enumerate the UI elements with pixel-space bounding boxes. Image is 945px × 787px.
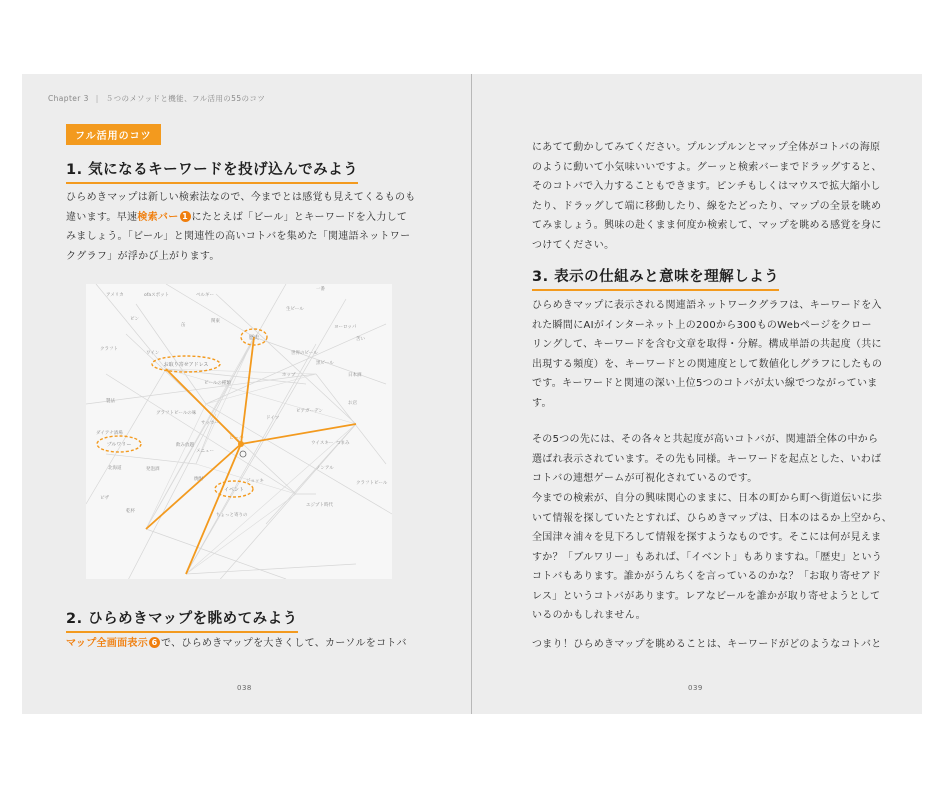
map-node-label: 関東 xyxy=(211,319,220,324)
map-node-label: つまみ xyxy=(336,441,350,446)
section2-heading: 2. ひらめきマップを眺めてみよう xyxy=(66,607,298,633)
paragraph-comparison xyxy=(532,489,892,626)
map-node-label: 飲み放題 xyxy=(176,443,194,448)
map-edge xyxy=(206,374,316,404)
map-node-label: ドイツ xyxy=(266,416,280,421)
right-page xyxy=(472,74,922,714)
center-label: ビール xyxy=(229,435,244,441)
map-node-label: ヨーロッパ xyxy=(334,325,357,330)
chapter-label: Chapter 3 xyxy=(48,94,89,103)
center-node xyxy=(238,441,244,447)
paragraph-association xyxy=(532,430,881,489)
map-node-label: クラフト xyxy=(100,347,118,352)
text-line: にあてて動かしてみてください。プルンプルンとマップ全体がコトバの海原 xyxy=(532,142,881,153)
network-graph xyxy=(86,284,392,579)
text-line: 全国津々浦々を見下ろして情報を探すようなものです。そこには何が見えま xyxy=(532,532,882,543)
map-node-label: ウイスキー xyxy=(311,441,334,446)
text-line: てみましょう。興味の赴くまま何度か検索して、マップを眺める感覚を身に xyxy=(532,220,882,231)
text-line: レス」というコトバがあります。レアなビールを誰かが取り寄せようとして xyxy=(532,590,881,602)
left-page xyxy=(22,74,471,714)
text-line xyxy=(66,634,407,654)
highlight-label: 歴史 xyxy=(248,335,260,341)
running-head xyxy=(48,93,265,104)
text-line: そのコトバで入力することもできます。ピンチもしくはマウスで拡大縮小し xyxy=(532,181,881,192)
text-line: つけてください。 xyxy=(532,239,615,251)
text-line: す。 xyxy=(532,397,552,409)
continued-paragraph xyxy=(532,138,882,255)
map-node-label: 一番 xyxy=(316,287,325,292)
map-node-label: 苦い xyxy=(356,337,365,342)
map-node-label: 焼酎 xyxy=(194,477,203,482)
paragraph-mechanism xyxy=(532,296,882,413)
text-fragment: で、ひらめきマップを大きくして、カーソルをコトバ xyxy=(161,638,407,649)
map-node-label: ちょっと寄りの xyxy=(216,513,248,518)
network-map-screenshot xyxy=(86,284,392,579)
text-line: ひらめきマップは新しい検索法なので、今までとは感覚も見えてくるものも xyxy=(66,192,416,203)
text-line: すか？「ブルワリー」もあれば、「イベント」もありますね。「歴史」という xyxy=(532,551,883,563)
section3-heading: 3. 表示の仕組みと意味を理解しよう xyxy=(532,265,779,291)
map-node-label: ビアガーデン xyxy=(296,409,323,414)
map-node-label: ofaスポット xyxy=(144,293,170,298)
map-node-label: エジプト時代 xyxy=(306,503,333,508)
text-line: みましょう。「ビール」と関連性の高いコトバを集めた「関連語ネットワー xyxy=(66,231,411,242)
highlight-label: お取り寄せアドレス xyxy=(163,362,209,368)
map-node-label: 生ビール xyxy=(286,307,304,312)
text-line xyxy=(66,208,416,228)
text-fragment: にたとえば「ビール」とキーワードを入力して xyxy=(191,211,408,223)
number-badge-1: 1 xyxy=(180,211,191,222)
map-edge xyxy=(216,294,356,424)
map-node-label: ピザ xyxy=(100,496,109,501)
map-node-label: 日本酒 xyxy=(348,373,362,378)
map-node-label: 世界のビール xyxy=(291,351,318,356)
text-line: 出現する頻度）を、キーワードとの関連度として数値化しグラフにしたもの xyxy=(532,358,883,370)
map-node-label: 黒ビール xyxy=(316,361,334,366)
map-strong-edge xyxy=(241,337,254,444)
page-number-right: 039 xyxy=(688,684,703,692)
highlight-label: イベント xyxy=(223,487,245,493)
map-node-label: 乾杯 xyxy=(126,509,135,514)
map-node-label: 北海道 xyxy=(108,466,122,471)
highlight-label: ブルワリー xyxy=(106,442,132,448)
fullscreen-map-reference: マップ全画面表示 xyxy=(66,638,148,649)
map-node-label: ジョッキ xyxy=(246,479,264,484)
map-node-label: メニュー xyxy=(196,449,214,454)
text-line: です。キーワードと関連の深い上位5つのコトバが太い線でつながっていま xyxy=(532,378,878,389)
text-line: いて情報を探していたとすれば、ひらめきマップは、日本のはるか上空から、 xyxy=(532,512,893,524)
map-edge xyxy=(186,564,356,574)
section2-body xyxy=(66,634,407,654)
text-line: つまり！ひらめきマップを眺めることは、キーワードがどのようなコトバと xyxy=(532,639,882,650)
text-line: れた瞬間にAIがインターネット上の200から300ものWebページをクロー xyxy=(532,319,872,331)
map-edge xyxy=(316,374,386,464)
map-node-label: グラフトビールの味 xyxy=(156,411,197,416)
map-edge xyxy=(196,337,254,464)
map-node-label: ダイアナ酒場 xyxy=(96,431,123,436)
text-line: 選ばれ表示されています。その先も同様。キーワードを起点とした、いわば xyxy=(532,453,882,465)
text-line: ひらめきマップに表示される関連語ネットワークグラフは、キーワードを入 xyxy=(532,300,882,311)
map-node-label: お店 xyxy=(348,401,357,406)
map-node-label: クラフトビール xyxy=(356,481,388,486)
map-edge xyxy=(186,344,316,574)
section1-heading: 1. 気になるキーワードを投げ込んでみよう xyxy=(66,158,358,184)
map-node-label: ビールの種類 xyxy=(204,381,231,386)
map-node-label: ワイン xyxy=(146,351,160,356)
map-node-label: ベルギー xyxy=(196,293,214,298)
text-line: リングして、キーワードを含む文章を取得・分解。構成単語の共起度（共に xyxy=(532,339,882,350)
map-edge xyxy=(86,374,316,404)
paragraph-conclusion xyxy=(532,635,882,655)
map-edge xyxy=(106,454,196,464)
map-edge xyxy=(166,284,254,337)
text-line: その5つの先には、その各々と共起度が高いコトバが、関連語全体の中から xyxy=(532,434,879,445)
text-line: 今までの検索が、自分の興味関心のままに、日本の町から町へ街道伝いに歩 xyxy=(532,493,883,504)
map-edge xyxy=(206,324,386,404)
search-bar-reference: 検索バー xyxy=(137,211,179,223)
text-line: クグラフ」が浮かび上がります。 xyxy=(66,250,220,262)
text-fragment: 違います。早速 xyxy=(66,211,138,223)
map-node-label: サッカー xyxy=(201,421,219,426)
map-edge xyxy=(186,424,356,574)
map-edge xyxy=(266,424,356,524)
map-node-label: 発泡酒 xyxy=(146,467,160,472)
text-line: いるのかもしれません。 xyxy=(532,610,646,621)
map-node-label: ビン xyxy=(130,317,139,322)
zoom-icon xyxy=(240,451,246,457)
text-line: コトバの連想ゲームが可視化されているのです。 xyxy=(532,473,758,484)
section1-body xyxy=(66,188,416,266)
page-number-left: 038 xyxy=(237,684,252,692)
chapter-title: ５つのメソッドと機能、フル活用の55のコツ xyxy=(105,94,266,103)
map-node-label: ノンアル xyxy=(316,466,334,471)
text-line: たり、ドラッグして端に移動したり、線をたどったり、マップの全景を眺め xyxy=(532,200,882,212)
map-node-label: アメリカ xyxy=(106,293,124,298)
map-edge xyxy=(146,529,286,579)
book-spread xyxy=(22,74,922,714)
map-node-label: ホップ xyxy=(282,373,296,378)
map-node-label: 製法 xyxy=(106,399,115,404)
tip-badge: フル活用のコツ xyxy=(66,124,161,145)
number-badge-6: 6 xyxy=(149,637,160,648)
running-head-separator: | xyxy=(95,94,99,103)
text-line: コトバもあります。誰かがうんちくを言っているのかな？「お取り寄せアド xyxy=(532,571,882,582)
map-node-label: 缶 xyxy=(181,323,186,328)
text-line: のように動いて小気味いいですよ。グーッと検索バーまでドラッグすると、 xyxy=(532,161,882,173)
